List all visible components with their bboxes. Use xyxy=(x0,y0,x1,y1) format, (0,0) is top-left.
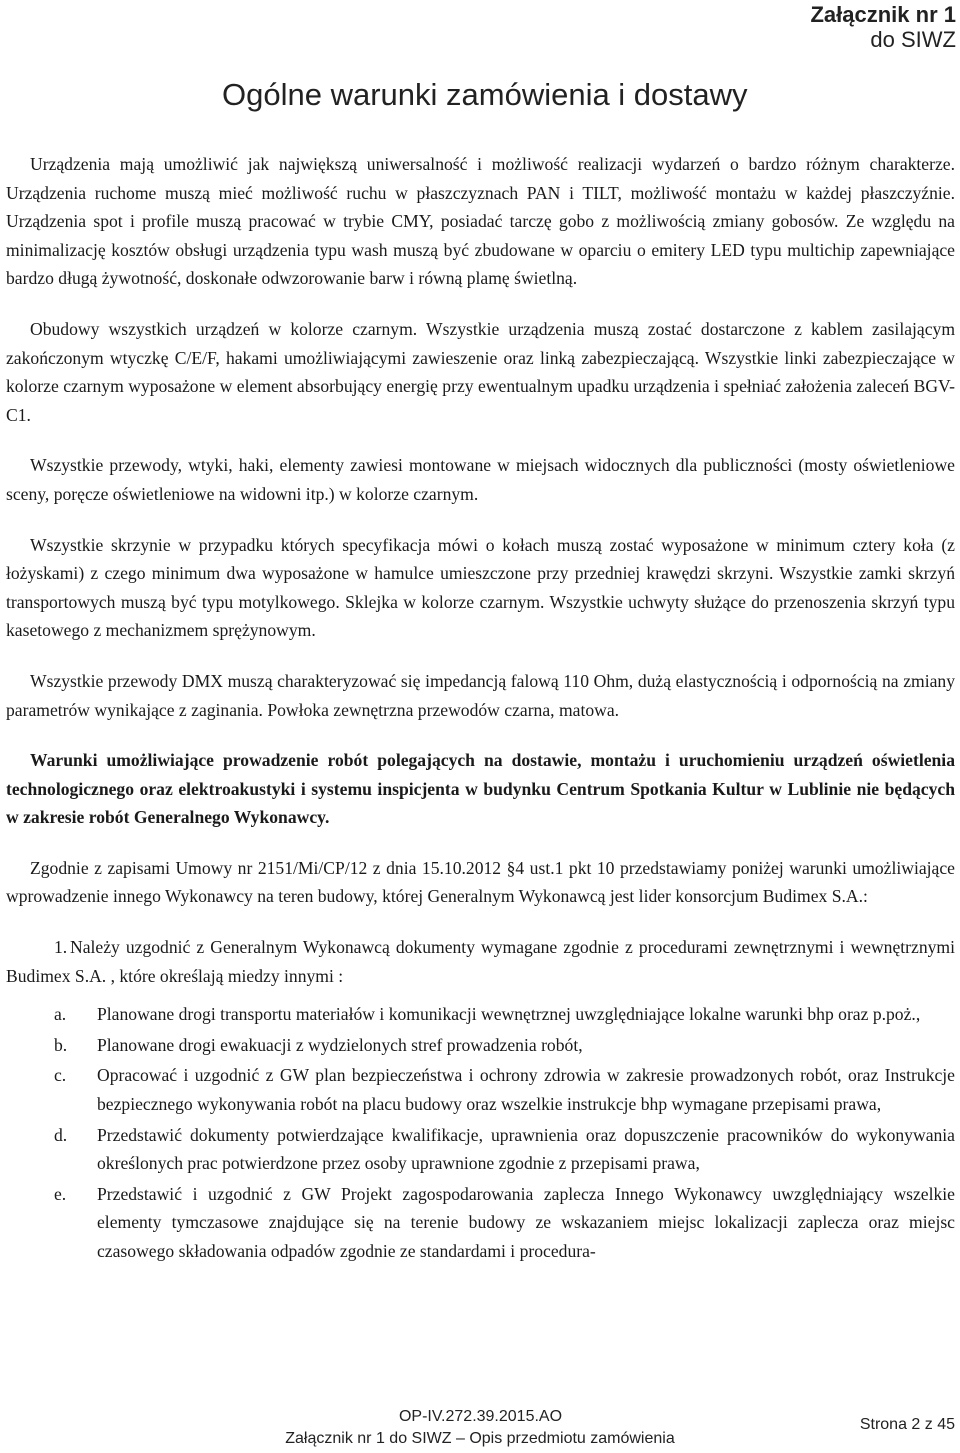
numbered-list xyxy=(6,933,955,1266)
annex-reference: do SIWZ xyxy=(870,27,956,52)
sub-list-item xyxy=(6,1121,955,1178)
footer-subtitle: Załącznik nr 1 do SIWZ – Opis przedmiotu zamówienia xyxy=(285,1430,675,1447)
annex-number: Załącznik nr 1 xyxy=(810,2,956,27)
footer xyxy=(0,1406,960,1450)
sub-list-marker: e. xyxy=(54,1183,67,1204)
annex-header xyxy=(810,2,956,52)
page-title: Ogólne warunki zamówienia i dostawy xyxy=(222,77,748,112)
sub-list-text: Planowane drogi ewakuacji z wydzielonych stref prowadzenia robót, xyxy=(97,1034,583,1055)
paragraph-housings: Obudowy wszystkich urządzeń w kolorze czarnym. Wszystkie urządzenia muszą zostać dostarczone z kablem zasilającym zakończonym wtyczkę C/E/F, hakami umożliwiającymi zawieszenie oraz linką zabezpieczającą. Wszystkie linki zabezpieczające w kolorze czarnym wyposażone w element absorbujący energię przy ewentualnym upadku urządzenia i spełniać założenia zaleceń BGV-C1. xyxy=(6,318,955,425)
sub-list-item xyxy=(6,1031,955,1060)
sub-list-marker: b. xyxy=(54,1034,68,1055)
paragraph-dmx: Wszystkie przewody DMX muszą charakteryzować się impedancją falową 110 Ohm, dużą elastycznością i odpornością na zmiany parametrów wynikające z zaginania. Powłoka zewnętrzna przewodów czarna, matowa. xyxy=(6,670,955,720)
list-item xyxy=(6,933,955,1266)
sub-list-marker: d. xyxy=(54,1124,68,1145)
sub-list xyxy=(6,1000,955,1265)
sub-list-marker: c. xyxy=(54,1065,67,1086)
sub-list-text: Planowane drogi transportu materiałów i komunikacji wewnętrznej uwzględniające lokalne warunki bhp oraz p.poż., xyxy=(97,1004,921,1025)
document-body xyxy=(6,150,955,1268)
list-item-text: Należy uzgodnić z Generalnym Wykonawcą dokumenty wymagane zgodnie z procedurami zewnętrznymi i wewnętrznymi Budimex S.A. , które określają miedzy innymi : xyxy=(6,937,955,986)
sub-list-item xyxy=(6,1061,955,1118)
paragraph-cases: Wszystkie skrzynie w przypadku których specyfikacja mówi o kołach muszą zostać wyposażone w minimum cztery koła (z łożyskami) z czego minimum dwa wyposażone w hamulce umieszczone przy przedniej krawędzi skrzyni. Wszystkie zamki skrzyń transportowych muszą być typu motylkowego. Sklejka w kolorze czarnym. Wszystkie uchwyty służące do przenoszenia skrzyń typu kasetowego z mechanizmem sprężynowym. xyxy=(6,534,955,641)
sub-list-item xyxy=(6,1180,955,1266)
paragraph-contract: Zgodnie z zapisami Umowy nr 2151/Mi/CP/12 z dnia 15.10.2012 §4 ust.1 pkt 10 przedstawiamy poniżej warunki umożliwiające wprowadzenie innego Wykonawcy na teren budowy, której Generalnym Wykonawcą jest lider konsorcjum Budimex S.A.: xyxy=(6,857,955,907)
list-marker: 1. xyxy=(54,937,68,958)
sub-list-marker: a. xyxy=(54,1004,67,1025)
sub-list-item xyxy=(6,1000,955,1029)
paragraph-cables: Wszystkie przewody, wtyki, haki, elementy zawiesi montowane w miejsach widocznych dla publiczności (mosty oświetleniowe sceny, poręcze oświetleniowe na widowni itp.) w kolorze czarnym. xyxy=(6,455,955,504)
sub-list-text: Opracować i uzgodnić z GW plan bezpieczeństwa i ochrony zdrowia w zakresie prowadzonych robót, oraz Instrukcje bezpiecznego wykonywania robót na placu budowy oraz wszelkie instrukcje bhp wymagane przepisami prawa, xyxy=(97,1065,955,1115)
sub-list-text: Przedstawić i uzgodnić z GW Projekt zagospodarowania zaplecza Innego Wykonawcy uwzględniający wszelkie elementy tymczasowe znajdujące się na terenie budowy ze wskazaniem miejsc lokalizacji zaplecza oraz miejsc czasowego składowania odpadów zgodnie ze standardami i procedura- xyxy=(97,1183,955,1261)
page-number: Strona 2 z 45 xyxy=(859,1416,955,1433)
section-heading: Warunki umożliwiające prowadzenie robót polegających na dostawie, montażu i uruchomieniu urządzeń oświetlenia technologicznego oraz elektroakustyki i systemu inspicjenta w budynku Centrum Spotkania Kultur w Lublinie nie będących w zakresie robót Generalnego Wykonawcy. xyxy=(6,750,955,828)
paragraph-devices: Urządzenia mają umożliwić jak największą uniwersalność i możliwość realizacji wydarzeń o bardzo różnym charakterze. Urządzenia ruchome muszą mieć możliwość ruchu w płaszczyznach PAN i TILT, możliwość montażu w każdej płaszczyźnie. Urządzenia spot i profile muszą pracować w trybie CMY, posiadać tarczę gobo z możliwością zmiany gobosów. Ze względu na minimalizację kosztów obsługi urządzenia typu wash muszą być zbudowane w oparciu o emitery LED typu multichip zapewniające bardzo długą żywotność, doskonałe odwzorowanie barw i równą plamę świetlną. xyxy=(6,154,955,289)
footer-reference: OP-IV.272.39.2015.AO xyxy=(398,1408,563,1425)
sub-list-text: Przedstawić dokumenty potwierdzające kwalifikacje, uprawnienia oraz dopuszczenie pracowników do wykonywania określonych prac potwierdzone przez osoby uprawnione zgodnie z przepisami prawa, xyxy=(97,1124,955,1174)
